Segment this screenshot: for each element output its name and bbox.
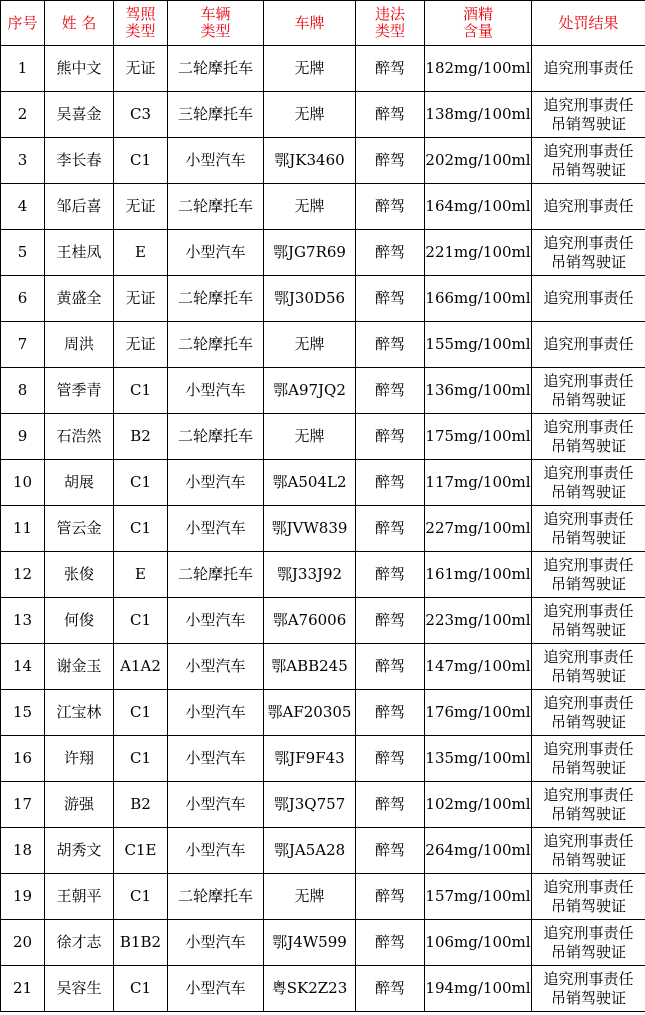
serial-number-cell: 19 (1, 874, 45, 920)
name-cell: 黄盛全 (45, 276, 114, 322)
plate-cell: 无牌 (264, 322, 356, 368)
license-type-cell: C1 (114, 690, 168, 736)
license-type-cell: C1E (114, 828, 168, 874)
table-header (1, 1, 645, 46)
license-type-cell: 无证 (114, 184, 168, 230)
penalty-text: 追究刑事责任 (543, 739, 634, 758)
violation-type-cell: 醉驾 (356, 368, 425, 414)
serial-number-cell: 13 (1, 598, 45, 644)
license-type-cell: C1 (114, 966, 168, 1012)
penalty-cell (532, 138, 645, 184)
table-row (1, 46, 645, 92)
plate-cell: 无牌 (264, 414, 356, 460)
penalty-text: 追究刑事责任 (543, 197, 634, 215)
vehicle-type-cell: 二轮摩托车 (168, 414, 264, 460)
penalty-text: 追究刑事责任 (543, 509, 634, 528)
serial-number-cell: 16 (1, 736, 45, 782)
penalty-cell (532, 322, 645, 368)
vehicle-type-cell: 小型汽车 (168, 368, 264, 414)
penalty-text: 吊销驾驶证 (550, 482, 626, 501)
table-body (1, 46, 645, 1012)
plate-cell: 无牌 (264, 46, 356, 92)
penalty-text: 追究刑事责任 (543, 59, 634, 77)
vehicle-type-cell: 二轮摩托车 (168, 322, 264, 368)
name-cell: 吴喜金 (45, 92, 114, 138)
penalty-text: 吊销驾驶证 (550, 896, 626, 915)
violation-type-cell: 醉驾 (356, 966, 425, 1012)
table-row (1, 644, 645, 690)
table-row (1, 598, 645, 644)
plate-cell: 鄂J33J92 (264, 552, 356, 598)
penalty-text: 追究刑事责任 (543, 693, 634, 712)
license-type-cell: 无证 (114, 46, 168, 92)
violation-type-cell: 醉驾 (356, 690, 425, 736)
license-type-cell: C1 (114, 506, 168, 552)
violation-type-cell: 醉驾 (356, 736, 425, 782)
header-text: 类型 (374, 22, 405, 40)
penalty-text: 追究刑事责任 (543, 233, 634, 252)
license-type-cell: C1 (114, 874, 168, 920)
alcohol-content-cell: 176mg/100ml (425, 690, 532, 736)
plate-cell: 鄂JF9F43 (264, 736, 356, 782)
penalty-cell (532, 46, 645, 92)
table-row (1, 368, 645, 414)
alcohol-content-cell: 182mg/100ml (425, 46, 532, 92)
penalty-text: 追究刑事责任 (543, 463, 634, 482)
penalty-text: 追究刑事责任 (543, 555, 634, 574)
penalty-text: 吊销驾驶证 (550, 758, 626, 777)
penalty-text: 吊销驾驶证 (550, 390, 626, 409)
penalty-text: 吊销驾驶证 (550, 666, 626, 685)
serial-number-cell: 14 (1, 644, 45, 690)
name-cell: 熊中文 (45, 46, 114, 92)
vehicle-type-cell: 二轮摩托车 (168, 184, 264, 230)
violation-type-cell: 醉驾 (356, 552, 425, 598)
name-cell: 周洪 (45, 322, 114, 368)
penalty-cell (532, 598, 645, 644)
serial-number-cell: 3 (1, 138, 45, 184)
plate-cell: 鄂A504L2 (264, 460, 356, 506)
penalty-text: 追究刑事责任 (543, 335, 634, 353)
name-cell: 江宝林 (45, 690, 114, 736)
violation-type-cell: 醉驾 (356, 230, 425, 276)
vehicle-type-cell: 二轮摩托车 (168, 276, 264, 322)
plate-cell: 鄂JVW839 (264, 506, 356, 552)
violation-type-cell: 醉驾 (356, 46, 425, 92)
table-row (1, 414, 645, 460)
license-type-cell: 无证 (114, 322, 168, 368)
header-text: 含量 (462, 22, 493, 40)
serial-number-cell: 12 (1, 552, 45, 598)
license-type-cell: C1 (114, 598, 168, 644)
plate-cell: 鄂JA5A28 (264, 828, 356, 874)
alcohol-content-cell: 161mg/100ml (425, 552, 532, 598)
violation-type-cell: 醉驾 (356, 138, 425, 184)
header-name (45, 1, 114, 46)
alcohol-content-cell: 155mg/100ml (425, 322, 532, 368)
serial-number-cell: 17 (1, 782, 45, 828)
plate-cell: 无牌 (264, 874, 356, 920)
vehicle-type-cell: 小型汽车 (168, 644, 264, 690)
vehicle-type-cell: 二轮摩托车 (168, 874, 264, 920)
license-type-cell: B2 (114, 414, 168, 460)
vehicle-type-cell: 小型汽车 (168, 690, 264, 736)
penalty-cell (532, 644, 645, 690)
penalty-text: 追究刑事责任 (543, 969, 634, 988)
header-violation-type (356, 1, 425, 46)
serial-number-cell: 5 (1, 230, 45, 276)
penalty-text: 追究刑事责任 (543, 371, 634, 390)
violation-type-cell: 醉驾 (356, 184, 425, 230)
table-row (1, 782, 645, 828)
penalty-cell (532, 552, 645, 598)
penalty-text: 吊销驾驶证 (550, 850, 626, 869)
penalty-cell (532, 92, 645, 138)
plate-cell: 鄂AF20305 (264, 690, 356, 736)
header-vehicle-type (168, 1, 264, 46)
serial-number-cell: 9 (1, 414, 45, 460)
penalty-cell (532, 874, 645, 920)
name-cell: 王朝平 (45, 874, 114, 920)
header-text: 类型 (200, 22, 231, 40)
plate-cell: 鄂ABB245 (264, 644, 356, 690)
plate-cell: 鄂A76006 (264, 598, 356, 644)
penalty-text: 追究刑事责任 (543, 923, 634, 942)
plate-cell: 鄂A97JQ2 (264, 368, 356, 414)
alcohol-content-cell: 157mg/100ml (425, 874, 532, 920)
license-type-cell: C3 (114, 92, 168, 138)
name-cell: 吴容生 (45, 966, 114, 1012)
name-cell: 王桂凤 (45, 230, 114, 276)
name-cell: 游强 (45, 782, 114, 828)
violation-type-cell: 醉驾 (356, 322, 425, 368)
header-text: 车辆 (200, 5, 231, 23)
header-row (1, 1, 645, 46)
vehicle-type-cell: 小型汽车 (168, 920, 264, 966)
alcohol-content-cell: 202mg/100ml (425, 138, 532, 184)
license-type-cell: C1 (114, 368, 168, 414)
table-row (1, 690, 645, 736)
penalty-text: 吊销驾驶证 (550, 436, 626, 455)
table-row (1, 920, 645, 966)
alcohol-content-cell: 136mg/100ml (425, 368, 532, 414)
serial-number-cell: 2 (1, 92, 45, 138)
header-text: 车牌 (294, 13, 325, 32)
table-row (1, 966, 645, 1012)
plate-cell: 鄂JK3460 (264, 138, 356, 184)
header-serial-number (1, 1, 45, 46)
vehicle-type-cell: 二轮摩托车 (168, 552, 264, 598)
penalty-text: 吊销驾驶证 (550, 114, 626, 133)
plate-cell: 无牌 (264, 184, 356, 230)
penalty-cell (532, 184, 645, 230)
penalty-cell (532, 414, 645, 460)
penalty-text: 吊销驾驶证 (550, 620, 626, 639)
name-cell: 张俊 (45, 552, 114, 598)
table-row (1, 230, 645, 276)
penalty-cell (532, 736, 645, 782)
serial-number-cell: 6 (1, 276, 45, 322)
license-type-cell: 无证 (114, 276, 168, 322)
header-license-type (114, 1, 168, 46)
name-cell: 许翔 (45, 736, 114, 782)
alcohol-content-cell: 194mg/100ml (425, 966, 532, 1012)
header-text: 姓 名 (61, 13, 97, 32)
alcohol-content-cell: 102mg/100ml (425, 782, 532, 828)
header-plate (264, 1, 356, 46)
alcohol-content-cell: 135mg/100ml (425, 736, 532, 782)
plate-cell: 鄂J30D56 (264, 276, 356, 322)
name-cell: 徐才志 (45, 920, 114, 966)
violation-type-cell: 醉驾 (356, 460, 425, 506)
vehicle-type-cell: 二轮摩托车 (168, 46, 264, 92)
penalty-text: 吊销驾驶证 (550, 988, 626, 1007)
plate-cell: 鄂J3Q757 (264, 782, 356, 828)
name-cell: 石浩然 (45, 414, 114, 460)
table-row (1, 92, 645, 138)
serial-number-cell: 10 (1, 460, 45, 506)
license-type-cell: C1 (114, 460, 168, 506)
license-type-cell: E (114, 552, 168, 598)
header-penalty (532, 1, 645, 46)
penalty-text: 吊销驾驶证 (550, 528, 626, 547)
name-cell: 管云金 (45, 506, 114, 552)
plate-cell: 鄂J4W599 (264, 920, 356, 966)
penalty-text: 追究刑事责任 (543, 877, 634, 896)
table-row (1, 828, 645, 874)
violation-type-cell: 醉驾 (356, 92, 425, 138)
alcohol-content-cell: 147mg/100ml (425, 644, 532, 690)
table-row (1, 460, 645, 506)
license-type-cell: E (114, 230, 168, 276)
violation-type-cell: 醉驾 (356, 782, 425, 828)
name-cell: 胡秀文 (45, 828, 114, 874)
penalty-text: 追究刑事责任 (543, 831, 634, 850)
header-text: 处罚结果 (558, 13, 619, 32)
header-text: 违法 (374, 5, 405, 23)
penalty-cell (532, 920, 645, 966)
serial-number-cell: 18 (1, 828, 45, 874)
serial-number-cell: 15 (1, 690, 45, 736)
header-text: 序号 (7, 13, 38, 32)
penalty-cell (532, 828, 645, 874)
violation-type-cell: 醉驾 (356, 828, 425, 874)
penalty-cell (532, 690, 645, 736)
license-type-cell: A1A2 (114, 644, 168, 690)
penalty-text: 吊销驾驶证 (550, 574, 626, 593)
alcohol-content-cell: 264mg/100ml (425, 828, 532, 874)
penalty-cell (532, 460, 645, 506)
serial-number-cell: 8 (1, 368, 45, 414)
alcohol-content-cell: 166mg/100ml (425, 276, 532, 322)
alcohol-content-cell: 106mg/100ml (425, 920, 532, 966)
penalty-text: 追究刑事责任 (543, 785, 634, 804)
header-text: 酒精 (462, 5, 493, 23)
alcohol-content-cell: 117mg/100ml (425, 460, 532, 506)
name-cell: 胡展 (45, 460, 114, 506)
header-alcohol-content (425, 1, 532, 46)
plate-cell: 鄂JG7R69 (264, 230, 356, 276)
vehicle-type-cell: 小型汽车 (168, 736, 264, 782)
penalty-text: 吊销驾驶证 (550, 160, 626, 179)
alcohol-content-cell: 175mg/100ml (425, 414, 532, 460)
vehicle-type-cell: 小型汽车 (168, 828, 264, 874)
header-text: 驾照 (125, 5, 156, 23)
license-type-cell: C1 (114, 138, 168, 184)
violation-type-cell: 醉驾 (356, 874, 425, 920)
alcohol-content-cell: 138mg/100ml (425, 92, 532, 138)
penalty-text: 吊销驾驶证 (550, 804, 626, 823)
serial-number-cell: 11 (1, 506, 45, 552)
penalty-text: 追究刑事责任 (543, 647, 634, 666)
penalty-cell (532, 276, 645, 322)
vehicle-type-cell: 小型汽车 (168, 598, 264, 644)
violation-type-cell: 醉驾 (356, 920, 425, 966)
license-type-cell: B1B2 (114, 920, 168, 966)
header-text: 类型 (125, 22, 156, 40)
alcohol-content-cell: 164mg/100ml (425, 184, 532, 230)
penalty-text: 吊销驾驶证 (550, 252, 626, 271)
table-row (1, 322, 645, 368)
vehicle-type-cell: 小型汽车 (168, 782, 264, 828)
plate-cell: 粤SK2Z23 (264, 966, 356, 1012)
serial-number-cell: 20 (1, 920, 45, 966)
penalty-cell (532, 368, 645, 414)
penalty-cell (532, 506, 645, 552)
name-cell: 管季青 (45, 368, 114, 414)
table-row (1, 552, 645, 598)
table-row (1, 184, 645, 230)
penalty-text: 吊销驾驶证 (550, 712, 626, 731)
alcohol-content-cell: 227mg/100ml (425, 506, 532, 552)
vehicle-type-cell: 小型汽车 (168, 230, 264, 276)
plate-cell: 无牌 (264, 92, 356, 138)
penalty-text: 追究刑事责任 (543, 417, 634, 436)
penalty-cell (532, 966, 645, 1012)
penalty-text: 追究刑事责任 (543, 289, 634, 307)
serial-number-cell: 1 (1, 46, 45, 92)
table-row (1, 138, 645, 184)
vehicle-type-cell: 小型汽车 (168, 506, 264, 552)
vehicle-type-cell: 小型汽车 (168, 460, 264, 506)
alcohol-content-cell: 223mg/100ml (425, 598, 532, 644)
violation-type-cell: 醉驾 (356, 644, 425, 690)
alcohol-content-cell: 221mg/100ml (425, 230, 532, 276)
serial-number-cell: 21 (1, 966, 45, 1012)
penalty-cell (532, 782, 645, 828)
name-cell: 谢金玉 (45, 644, 114, 690)
violation-type-cell: 醉驾 (356, 506, 425, 552)
table-row (1, 874, 645, 920)
name-cell: 何俊 (45, 598, 114, 644)
table-row (1, 736, 645, 782)
license-type-cell: C1 (114, 736, 168, 782)
violation-type-cell: 醉驾 (356, 598, 425, 644)
vehicle-type-cell: 小型汽车 (168, 138, 264, 184)
penalty-cell (532, 230, 645, 276)
table-row (1, 276, 645, 322)
penalty-text: 吊销驾驶证 (550, 942, 626, 961)
name-cell: 邹后喜 (45, 184, 114, 230)
penalty-text: 追究刑事责任 (543, 141, 634, 160)
name-cell: 李长春 (45, 138, 114, 184)
penalty-text: 追究刑事责任 (543, 601, 634, 620)
violation-type-cell: 醉驾 (356, 276, 425, 322)
serial-number-cell: 4 (1, 184, 45, 230)
vehicle-type-cell: 三轮摩托车 (168, 92, 264, 138)
penalty-text: 追究刑事责任 (543, 95, 634, 114)
violation-type-cell: 醉驾 (356, 414, 425, 460)
table-row (1, 506, 645, 552)
license-type-cell: B2 (114, 782, 168, 828)
vehicle-type-cell: 小型汽车 (168, 966, 264, 1012)
serial-number-cell: 7 (1, 322, 45, 368)
